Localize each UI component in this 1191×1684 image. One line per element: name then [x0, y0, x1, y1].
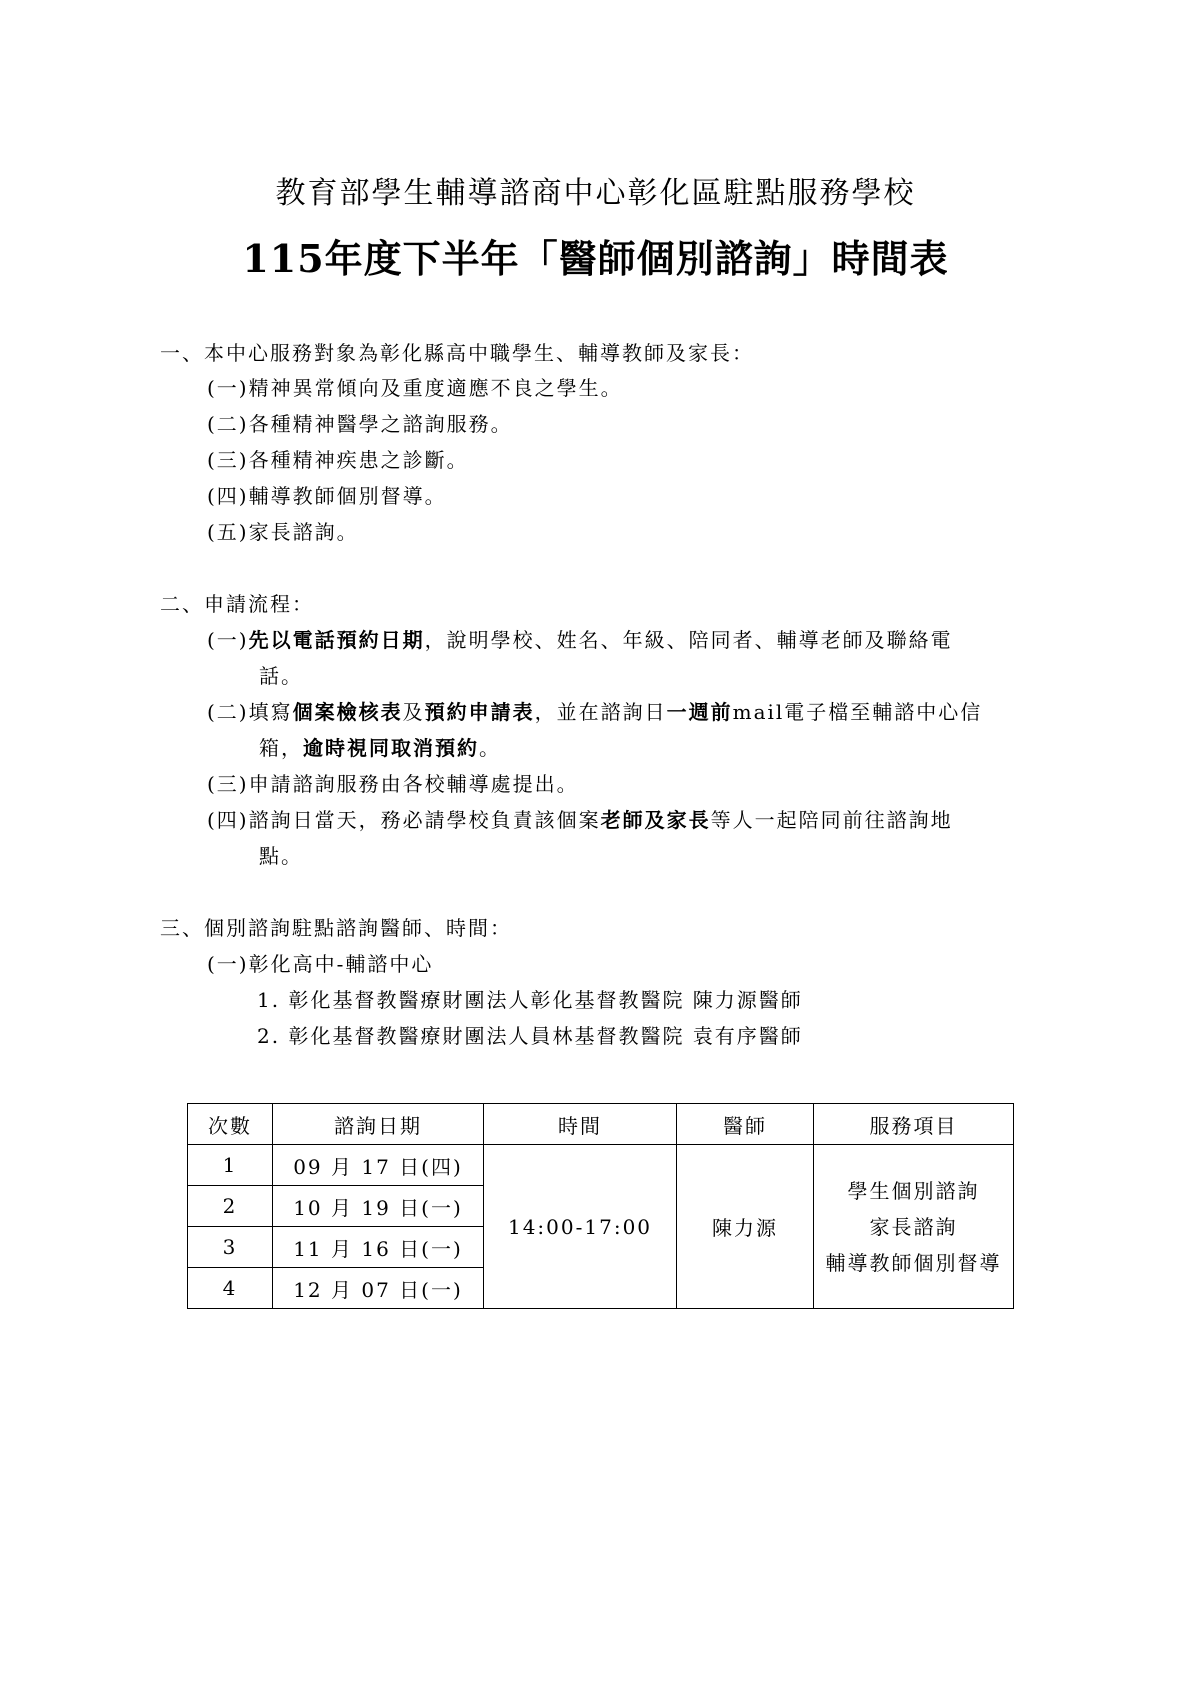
section2-item-1 — [207, 624, 953, 653]
column-header: 次數 — [188, 1104, 273, 1145]
doctor-list-item: 1. 彰化基督教醫療財團法人彰化基督教醫院 陳力源醫師 — [257, 988, 803, 1012]
column-header: 醫師 — [677, 1104, 814, 1145]
section2-item-3: (三)申請諮詢服務由各校輔導處提出。 — [207, 772, 579, 796]
item-text: mail電子檔至輔諮中心信 — [732, 700, 983, 724]
section2-item-2-continuation — [259, 732, 501, 761]
schedule-table — [187, 1103, 1014, 1309]
column-header: 時間 — [484, 1104, 677, 1145]
service-items-cell — [814, 1145, 1014, 1309]
service-item: 家長諮詢 — [869, 1214, 958, 1239]
emphasis-text: 預約申請表 — [424, 700, 535, 724]
session-date-cell: 11 月 16 日(一) — [273, 1227, 484, 1268]
session-number-cell: 2 — [188, 1186, 273, 1227]
section3-subheading: (一)彰化高中-輔諮中心 — [207, 952, 434, 976]
session-date-cell: 10 月 19 日(一) — [273, 1186, 484, 1227]
session-date-cell: 09 月 17 日(四) — [273, 1145, 484, 1186]
item-text: 箱， — [259, 736, 303, 760]
item-text: 。 — [479, 736, 501, 760]
emphasis-text: 一週前 — [666, 700, 733, 724]
item-number: (二) — [207, 700, 249, 724]
item-text: ，並在諮詢日 — [534, 700, 667, 724]
session-number-cell: 3 — [188, 1227, 273, 1268]
session-number-cell: 4 — [188, 1268, 273, 1309]
section2-heading: 二、申請流程： — [160, 592, 314, 616]
session-date-cell: 12 月 07 日(一) — [273, 1268, 484, 1309]
document-subtitle: 115年度下半年「醫師個別諮詢」時間表 — [242, 236, 949, 281]
item-text: 填寫 — [248, 700, 293, 724]
service-item: 學生個別諮詢 — [847, 1178, 980, 1203]
section2-item-2 — [207, 696, 982, 725]
item-text: 諮詢日當天，務必請學校負責該個案 — [248, 808, 601, 832]
section2-item-1-continuation: 話。 — [259, 664, 303, 688]
item-text: 等人一起陪同前往諮詢地 — [710, 808, 953, 832]
service-item: 輔導教師個別督導 — [825, 1250, 1002, 1275]
doctor-name-cell: 陳力源 — [677, 1145, 814, 1309]
item-number: (四) — [207, 808, 249, 832]
emphasis-text: 先以電話預約日期 — [248, 628, 425, 652]
item-number: (一) — [207, 628, 249, 652]
section1-item: (四)輔導教師個別督導。 — [207, 484, 447, 508]
section1-heading: 一、本中心服務對象為彰化縣高中職學生、輔導教師及家長： — [160, 341, 754, 365]
session-time-cell: 14:00-17:00 — [484, 1145, 677, 1309]
emphasis-text: 逾時視同取消預約 — [303, 736, 479, 760]
section3-heading: 三、個別諮詢駐點諮詢醫師、時間： — [160, 916, 512, 940]
doctor-list-item: 2. 彰化基督教醫療財團法人員林基督教醫院 袁有序醫師 — [257, 1024, 803, 1048]
section1-item: (二)各種精神醫學之諮詢服務。 — [207, 412, 513, 436]
section1-item: (五)家長諮詢。 — [207, 520, 359, 544]
section1-item: (一)精神異常傾向及重度適應不良之學生。 — [207, 376, 623, 400]
section2-item-4 — [207, 804, 953, 833]
document-title: 教育部學生輔導諮商中心彰化區駐點服務學校 — [275, 176, 916, 211]
emphasis-text: 個案檢核表 — [292, 700, 403, 724]
table-row — [188, 1145, 1014, 1186]
section2-item-4-continuation: 點。 — [259, 844, 303, 868]
item-text: ，說明學校、姓名、年級、陪同者、輔導老師及聯絡電 — [424, 628, 953, 652]
session-number-cell: 1 — [188, 1145, 273, 1186]
section1-item: (三)各種精神疾患之診斷。 — [207, 448, 469, 472]
item-text: 及 — [402, 700, 425, 724]
emphasis-text: 老師及家長 — [600, 808, 711, 832]
column-header: 諮詢日期 — [273, 1104, 484, 1145]
column-header: 服務項目 — [814, 1104, 1014, 1145]
table-header-row — [188, 1104, 1014, 1145]
